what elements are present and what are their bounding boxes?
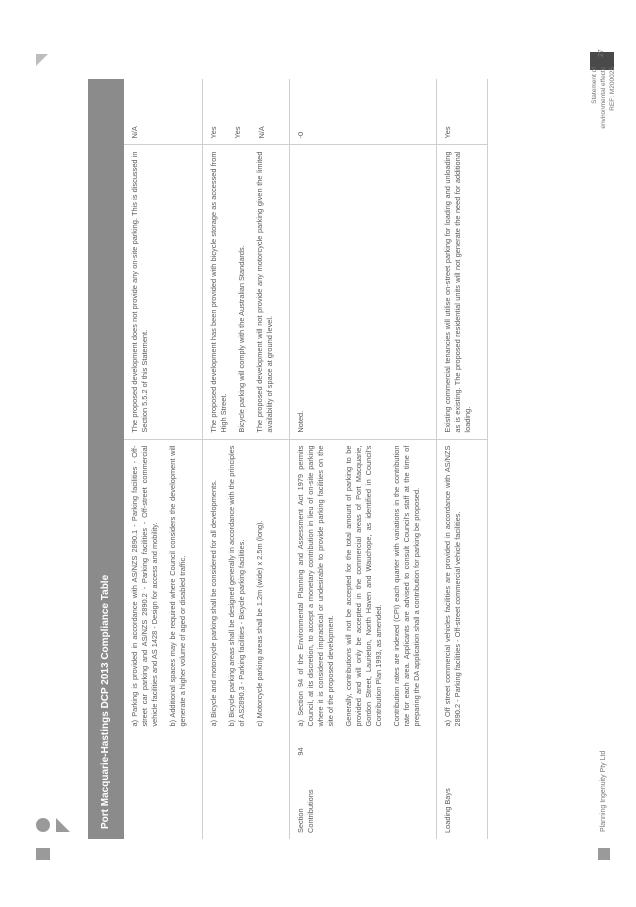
section-cell: Loading Bays bbox=[437, 762, 488, 839]
section-number-cell bbox=[437, 733, 488, 762]
compliance-value: Yes bbox=[233, 126, 242, 139]
section-number-cell: 94 bbox=[290, 733, 437, 762]
section-cell: Section Contributions bbox=[290, 762, 437, 839]
compliance-cell bbox=[203, 79, 290, 145]
table-row bbox=[290, 79, 437, 839]
requirement-text: Generally, contributions will not be accepted for the total amount of parking to be provided and will only be accepted in the commercial areas of Port Macquarie, Gordon Street, Laurieton, North Haven and Wauchope, as identified in Council's Contribution Plan 1993, as amended. bbox=[344, 445, 383, 727]
compliance-value: N/A bbox=[130, 126, 139, 139]
section-cell bbox=[124, 762, 203, 839]
requirement-cell bbox=[437, 439, 488, 732]
requirement-text: a) Parking is provided in accordance with AS/NZS 2890.1 - Parking facilities - Off-street car parking and AS/NZS 2890.2 - Parking facilities - Off-street commercial vehicle facilities and AS 1428 - Design for access and mobility. bbox=[130, 445, 159, 727]
response-cell bbox=[290, 145, 437, 439]
footer-doc-info bbox=[590, 67, 617, 137]
response-text: Bicycle parking will comply with the Australian Standards. bbox=[237, 245, 246, 433]
requirement-text: c) Motorcycle parking areas shall be 1.2m (wide) x 2.5m (long). bbox=[255, 520, 264, 727]
table-body bbox=[124, 79, 488, 839]
requirement-text: Contribution rates are indexed (CPI) each quarter with variations in the contribution rate for each area. Applicants are advised to consult Council's staff at the time of preparing the DA application shall a contribution for parking be proposed. bbox=[392, 445, 421, 727]
response-cell bbox=[437, 145, 488, 439]
requirement-text: a) Bicycle and motorcycle parking shall be considered for all developments. bbox=[209, 480, 218, 727]
response-text: The proposed development does not provide any on-site parking. This is discussed in Section 5.5.2 of this Statement. bbox=[130, 151, 149, 433]
table-row bbox=[124, 79, 203, 839]
response-cell bbox=[203, 145, 290, 439]
response-cell bbox=[124, 145, 203, 439]
compliance-value: -0 bbox=[296, 131, 305, 139]
page-number: 27 bbox=[598, 49, 605, 57]
requirement-text: a) Section 94 of the Environmental Planning and Assessment Act 1979 permits Council, at its discretion, to accept a monetary contribution in lieu of on-site parking where it is considered impractical or undesirable to provide parking facilities on the site of the proposed development. bbox=[296, 445, 335, 727]
compliance-table bbox=[88, 79, 488, 839]
footer-ref: REF: M200025 bbox=[609, 67, 616, 111]
footer-company: Planning Ingenuity Pty Ltd bbox=[600, 750, 607, 832]
response-text: Noted. bbox=[296, 410, 305, 433]
compliance-cell bbox=[290, 79, 437, 145]
section-number-cell bbox=[203, 733, 290, 762]
requirement-text: b) Additional spaces may be required where Council considers the development will generate a higher volume of aged or disabled traffic. bbox=[168, 445, 187, 727]
requirement-cell bbox=[124, 439, 203, 732]
section-number-cell bbox=[124, 733, 203, 762]
compliance-value: Yes bbox=[209, 126, 218, 139]
table-row bbox=[203, 79, 290, 839]
table-title: Port Macquarie-Hastings DCP 2013 Compliance Table bbox=[88, 79, 124, 839]
footer-doc-title: Statement of environmental effects bbox=[591, 67, 607, 129]
response-text: The proposed development will not provide any motorcycle parking given the limited availability of space at ground level. bbox=[255, 151, 274, 433]
compliance-value: N/A bbox=[257, 126, 266, 139]
compliance-cell bbox=[437, 79, 488, 145]
requirement-cell bbox=[290, 439, 437, 732]
requirement-cell bbox=[203, 439, 290, 732]
section-cell bbox=[203, 762, 290, 839]
requirement-text: a) Off street commercial vehicles facilities are provided in accordance with AS/NZS 2890.2 - Parking facilities - Off-street commercial vehicle facilities. bbox=[443, 445, 462, 727]
requirement-text: b) Bicycle parking areas shall be designed generally in accordance with the principles of AS2890.3 - Parking facilities - Bicycle parking facilities. bbox=[227, 445, 246, 727]
response-text: The proposed development has been provided with bicycle storage as accessed from High Street. bbox=[209, 151, 228, 433]
compliance-cell bbox=[124, 79, 203, 145]
compliance-value: Yes bbox=[443, 126, 452, 139]
table-row bbox=[437, 79, 488, 839]
response-text: Existing commercial tenancies will utilise on-street parking for loading and unloading as is existing. The proposed residential units will not generate the need for additional loading. bbox=[443, 151, 472, 433]
